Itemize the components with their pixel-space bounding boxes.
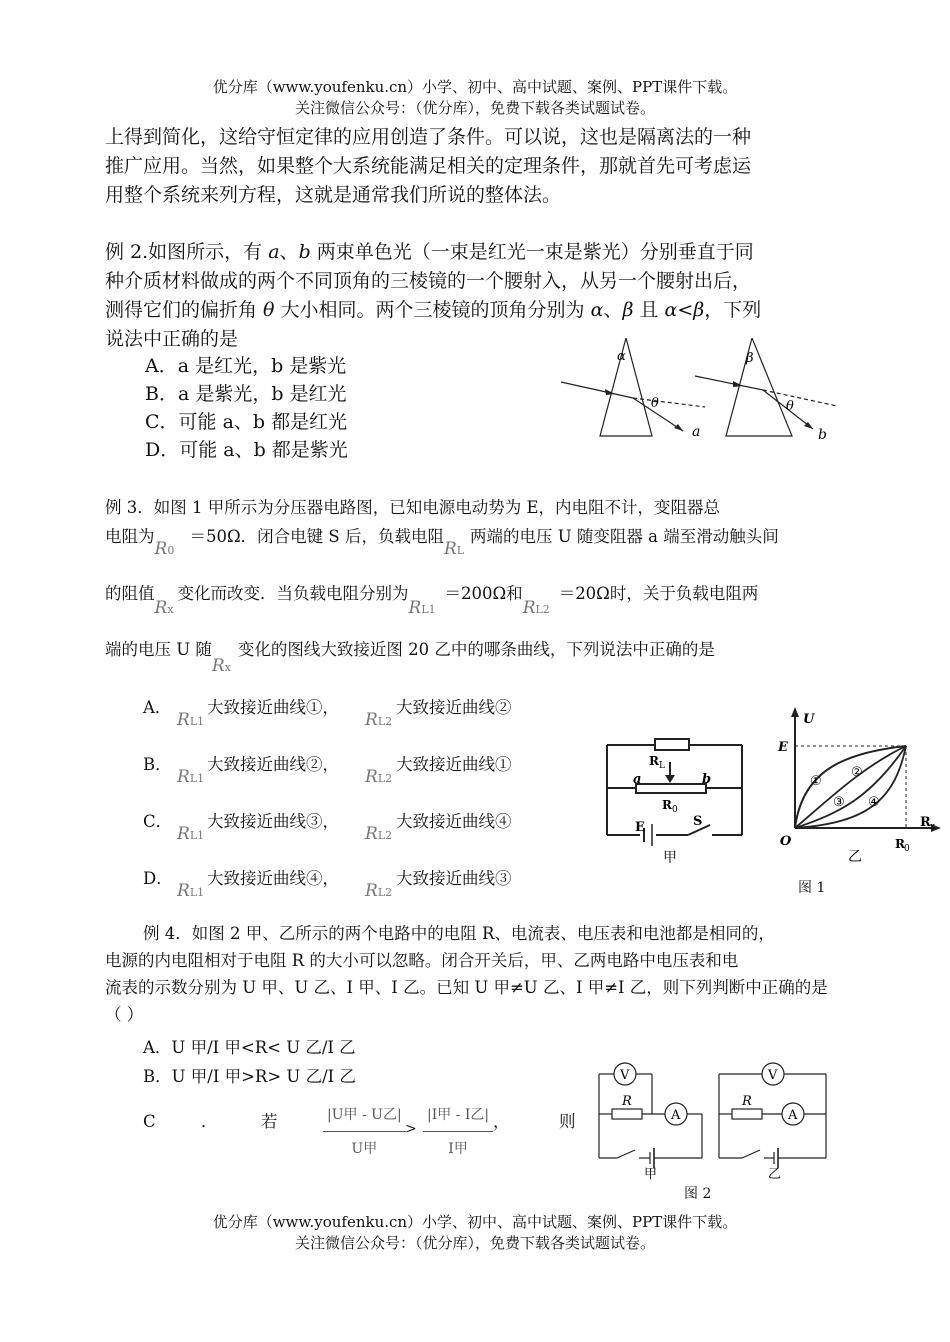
- prism-figure: [555, 338, 850, 450]
- svg-text:L: L: [659, 761, 665, 771]
- beta-label: β: [746, 351, 754, 366]
- example-3-options: [143, 694, 543, 922]
- svg-text:R: R: [649, 754, 659, 768]
- option-c: C． RL1 大致接近曲线③， RL2 大致接近曲线④: [143, 812, 512, 844]
- svg-text:S: S: [693, 814, 703, 829]
- u-rx-graph: [770, 703, 945, 863]
- example-3-line-1: 例 3．如图 1 甲所示为分压器电路图，已知电源电动势为 E，内电阻不计，变阻器总: [105, 498, 721, 517]
- example-3-line-4: 端的电压 U 随Rx变化的图线大致接近图 20 乙中的哪条曲线，下列说法中正确的是: [105, 640, 715, 676]
- example-4-option-c: C ． 若 $\frac{\text{|U甲 - U乙|}}{\text{U甲}}$ > $\frac{\text{|I甲 - I乙|}}{\text{I甲}}$ ， 则: [143, 1108, 593, 1168]
- svg-text:0: 0: [904, 844, 910, 854]
- theta-label-2: θ: [786, 399, 794, 414]
- alpha-label: α: [617, 349, 626, 364]
- fraction-i: $\frac{\text{|I甲 - I乙|}}{\text{I甲}}$: [423, 1102, 493, 1163]
- svg-text:A: A: [788, 1108, 798, 1123]
- header: [0, 77, 950, 119]
- svg-text:甲: 甲: [644, 1167, 658, 1182]
- example-4-option-b: B．U 甲/I 甲>R> U 乙/I 乙: [143, 1067, 356, 1086]
- example-4-option-a: A．U 甲/I 甲<R< U 乙/I 乙: [143, 1038, 356, 1057]
- example-3-line-3: 的阻值Rx变化而改变．当负载电阻分别为RL1＝200Ω和RL2＝20Ω时，关于负载电阻两: [105, 584, 759, 618]
- svg-text:R: R: [895, 837, 905, 851]
- ray-a-in: [561, 382, 633, 398]
- prism-alpha: [600, 338, 652, 436]
- fraction-u: $\frac{\text{|U甲 - U乙|}}{\text{U甲}}$: [323, 1102, 406, 1163]
- option-d: D．可能 a、b 都是紫光: [145, 439, 348, 461]
- header-line-2: 关注微信公众号：（优分库），免费下载各类试题试卷。: [294, 99, 655, 117]
- svg-text:R: R: [742, 1094, 752, 1109]
- ray-b-label: b: [818, 427, 827, 443]
- svg-text:④: ④: [868, 795, 880, 810]
- rheostat: [636, 784, 706, 793]
- svg-text:E: E: [635, 820, 645, 835]
- option-a: A． RL1 大致接近曲线①， RL2 大致接近曲线②: [143, 698, 512, 730]
- option-c: C．可能 a、b 都是红光: [145, 411, 348, 433]
- option-d: D． RL1 大致接近曲线④， RL2 大致接近曲线③: [143, 869, 512, 901]
- load-resistor: [655, 739, 689, 750]
- svg-text:0: 0: [672, 805, 678, 815]
- svg-text:R: R: [920, 815, 931, 830]
- svg-text:x: x: [930, 822, 936, 832]
- prism-beta: [726, 338, 792, 436]
- svg-text:b: b: [702, 772, 712, 787]
- example-2-text: 例 2.如图所示，有 a、b 两束单色光（一束是红光一束是紫光）分别垂直于同 种介质材料做成的两个不同顶角的三棱镜的一个腰射入，从另一个腰射出后， 测得它们的偏折角 θ 大小相同。两个三棱镜的顶角分别为 α、β 且 α<β，下列 说法中正确的是: [105, 241, 762, 350]
- svg-text:R: R: [662, 798, 672, 812]
- footer-line-1: 优分库（www.youfenku.cn）小学、初中、高中试题、案例、PPT课件下载。: [212, 1213, 738, 1231]
- figure-1-caption: 图 1: [798, 880, 826, 896]
- footer: [0, 1212, 950, 1254]
- option-b: B． RL1 大致接近曲线②， RL2 大致接近曲线①: [143, 755, 512, 787]
- voltage-divider-circuit: [600, 733, 752, 870]
- svg-text:O: O: [780, 834, 792, 849]
- svg-text:a: a: [633, 772, 642, 787]
- intro-paragraph: 上得到简化，这给守恒定律的应用创造了条件。可以说，这也是隔离法的一种 推广应用。当然，如果整个大系统能满足相关的定理条件，那就首先可考虑运 用整个系统来列方程，这就是通常我们所说的整体法。: [105, 126, 752, 206]
- figure-2-circuits: [592, 1058, 837, 1184]
- svg-text:乙: 乙: [768, 1167, 782, 1182]
- example-3-line-2: 电阻为R0＝50Ω．闭合电键 S 后，负载电阻RL两端的电压 U 随变阻器 a 端至滑动触头间: [105, 527, 779, 559]
- ray-a-label: a: [692, 424, 701, 440]
- svg-text:A: A: [671, 1108, 681, 1123]
- option-b: B．a 是紫光，b 是红光: [145, 383, 347, 405]
- figure-2-caption: 图 2: [684, 1186, 712, 1202]
- example-4-text: 例 4．如图 2 甲、乙所示的两个电路中的电阻 R、电流表、电压表和电池都是相同的， 电源的内电阻相对于电阻 R 的大小可以忽略。闭合开关后，甲、乙两电路中电压表和电 流表的示数分别为 U 甲、U 乙、I 甲、I 乙。已知 U 甲≠U 乙、I 甲≠I 乙，则下列判断中正确的是 （ ）: [105, 924, 828, 1024]
- svg-text:R: R: [622, 1094, 632, 1109]
- ray-b-in: [695, 376, 763, 390]
- theta-label-1: θ: [651, 396, 659, 411]
- footer-line-2: 关注微信公众号：（优分库），免费下载各类试题试卷。: [294, 1234, 655, 1252]
- example-2-options: [145, 352, 348, 464]
- svg-text:V: V: [620, 1068, 630, 1083]
- header-line-1: 优分库（www.youfenku.cn）小学、初中、高中试题、案例、PPT课件下载。: [212, 78, 738, 96]
- option-a: A．a 是红光，b 是紫光: [145, 355, 347, 377]
- svg-text:②: ②: [851, 765, 863, 780]
- svg-text:乙: 乙: [848, 849, 862, 863]
- svg-text:U: U: [803, 712, 815, 727]
- svg-text:E: E: [778, 740, 788, 755]
- svg-text:甲: 甲: [663, 850, 677, 866]
- svg-text:③: ③: [833, 795, 845, 810]
- svg-text:①: ①: [810, 774, 822, 789]
- svg-text:V: V: [768, 1068, 778, 1083]
